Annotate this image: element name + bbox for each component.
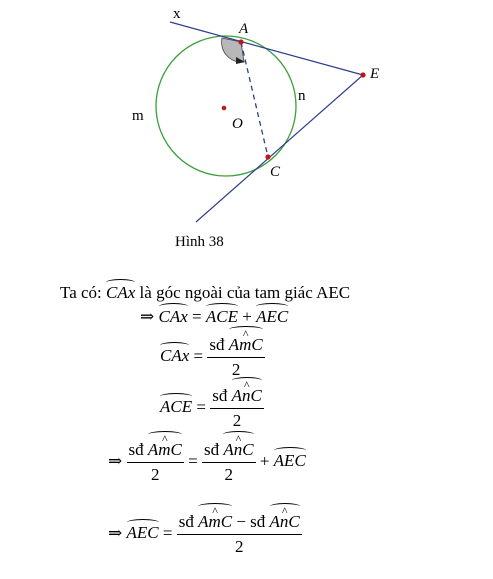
arc-AEC-2: AEC	[273, 451, 306, 471]
figure-caption: Hình 38	[175, 234, 224, 250]
circle-O	[156, 36, 296, 176]
arc-CAx-2: CAx	[158, 307, 188, 326]
sd-label: sđ	[212, 386, 228, 405]
arc-AEC-3: AEC	[126, 523, 159, 543]
implies-sign: ⇒	[108, 451, 123, 471]
implies-sign: ⇒	[140, 307, 155, 326]
sd-label: sđ	[178, 512, 194, 531]
sd-label: sđ	[203, 440, 220, 459]
plus-sign: +	[242, 307, 252, 326]
equation-5	[108, 512, 302, 557]
geometry-figure	[0, 0, 493, 240]
sd-label: sđ	[250, 512, 266, 531]
label-C: C	[270, 164, 281, 180]
point-E	[360, 72, 365, 77]
point-A	[238, 39, 243, 44]
arc-AmC: ^ AmC	[229, 335, 263, 355]
minus-sign: −	[236, 512, 246, 531]
label-m: m	[132, 108, 144, 124]
denominator: 2	[224, 465, 234, 484]
equation-4	[108, 440, 306, 485]
arc-AnC: ^ AnC	[232, 386, 262, 406]
intro-line	[60, 283, 350, 303]
label-n: n	[298, 88, 306, 104]
equals-sign: =	[192, 307, 202, 326]
intro-suffix: là góc ngoài của tam giác AEC	[139, 283, 351, 302]
denominator: 2	[234, 537, 244, 556]
label-E: E	[370, 66, 380, 82]
arc-CAx-3: CAx	[160, 346, 190, 366]
equals-sign: =	[188, 451, 198, 471]
label-A: A	[239, 21, 249, 37]
equals-sign: =	[162, 523, 173, 543]
denominator: 2	[150, 465, 160, 484]
tangent-line-xE	[170, 22, 363, 75]
arc-ACE: ACE	[205, 307, 238, 326]
equals-sign: =	[196, 397, 206, 417]
secant-line-EC	[196, 75, 363, 222]
sd-label: sđ	[128, 440, 144, 459]
equation-1	[140, 307, 288, 327]
fraction-AmC	[207, 335, 264, 380]
denominator: 2	[231, 360, 241, 379]
arc-AnC-3: ^ AnC	[270, 512, 300, 532]
fraction-difference	[177, 512, 302, 557]
fraction-AnC-2	[202, 440, 256, 485]
implies-sign: ⇒	[108, 523, 123, 543]
arc-ACE-2: ACE	[160, 397, 193, 417]
chord-AC	[241, 42, 268, 157]
equation-2	[160, 335, 265, 380]
plus-sign: +	[259, 451, 270, 471]
arc-AnC-2: ^ AnC	[223, 440, 253, 460]
equals-sign: =	[193, 346, 204, 366]
sd-label: sđ	[209, 335, 225, 354]
label-O: O	[232, 116, 243, 132]
point-O	[222, 106, 227, 111]
fraction-AmC-2	[127, 440, 184, 485]
point-C	[265, 154, 270, 159]
label-x: x	[173, 6, 181, 22]
fraction-AnC	[210, 386, 264, 431]
arc-AEC: AEC	[256, 307, 289, 326]
equation-3	[160, 386, 264, 431]
arc-CAx: CAx	[106, 283, 136, 302]
arc-AmC-2: ^ AmC	[148, 440, 182, 460]
arc-AmC-3: ^ AmC	[198, 512, 232, 532]
denominator: 2	[232, 411, 242, 430]
intro-prefix: Ta có:	[60, 283, 102, 302]
